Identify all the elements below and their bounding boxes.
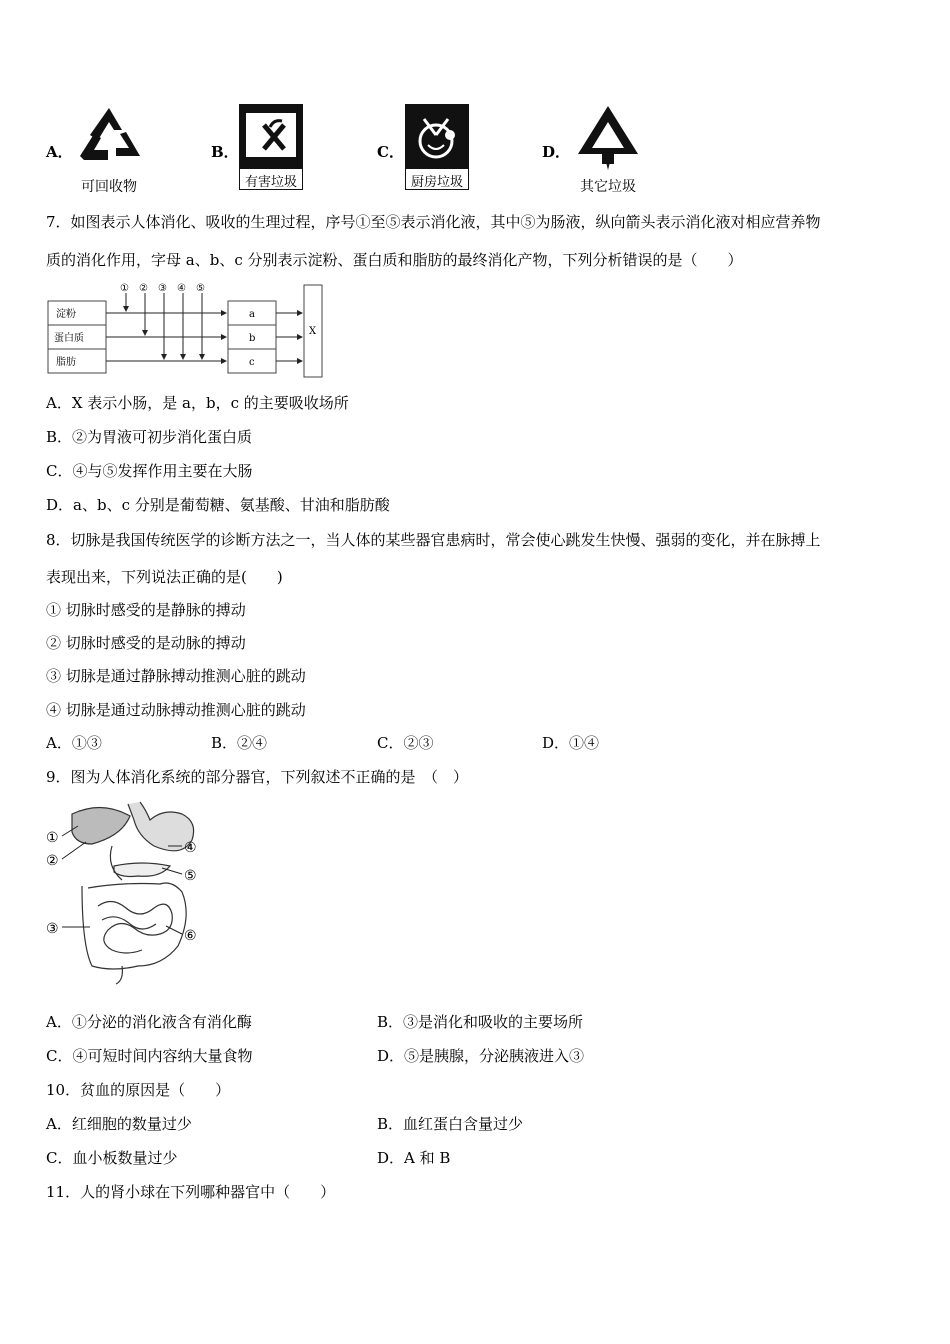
q8-option-a[interactable]: A．①③ bbox=[46, 734, 102, 752]
q7-stem-line2: 质的消化作用，字母 a、b、c 分别表示淀粉、蛋白质和脂肪的最终消化产物，下列分析错误的是（ ） bbox=[46, 251, 743, 269]
q6-option-a-letter: A． bbox=[46, 143, 73, 161]
other-waste-icon bbox=[572, 102, 644, 172]
q6-option-d-letter: D． bbox=[542, 143, 571, 161]
q9-option-c[interactable]: C．④可短时间内容纳大量食物 bbox=[46, 1047, 253, 1065]
q7-option-d[interactable]: D．a、b、c 分别是葡萄糖、氨基酸、甘油和脂肪酸 bbox=[46, 496, 390, 514]
diagram-row-label: 蛋白质 bbox=[54, 333, 84, 344]
digestion-flow-diagram bbox=[46, 281, 326, 379]
digestion-flow-chart bbox=[46, 281, 326, 379]
q6-option-c-caption: 厨房垃圾 bbox=[410, 175, 463, 190]
q7-option-c[interactable]: C．④与⑤发挥作用主要在大肠 bbox=[46, 462, 253, 480]
organ-label-6: ⑥ bbox=[184, 928, 197, 944]
digestive-organs-illustration bbox=[42, 796, 212, 986]
q10-option-b[interactable]: B．血红蛋白含量过少 bbox=[377, 1115, 524, 1133]
q7-stem-line1: 7．如图表示人体消化、吸收的生理过程，序号①至⑤表示消化液，其中⑤为肠液，纵向箭头表示消化液对相应营养物 bbox=[46, 213, 821, 231]
q6-option-b[interactable] bbox=[239, 104, 303, 190]
kitchen-waste-icon bbox=[406, 105, 468, 169]
q9-stem: 9．图为人体消化系统的部分器官，下列叙述不正确的是 （ ） bbox=[46, 768, 469, 786]
q8-statement-1: ① 切脉时感受的是静脉的搏动 bbox=[46, 601, 246, 619]
digestive-system-diagram bbox=[42, 796, 212, 986]
q6-option-b-caption: 有害垃圾 bbox=[244, 175, 297, 190]
q8-stem-line2: 表现出来，下列说法正确的是( ) bbox=[46, 568, 283, 586]
organ-label-5: ⑤ bbox=[184, 868, 197, 884]
q6-option-a[interactable] bbox=[74, 104, 144, 194]
q8-option-c[interactable]: C．②③ bbox=[377, 734, 434, 752]
q8-statement-4: ④ 切脉是通过动脉搏动推测心脏的跳动 bbox=[46, 701, 306, 719]
q6-option-c[interactable] bbox=[405, 104, 469, 190]
q10-option-c[interactable]: C．血小板数量过少 bbox=[46, 1149, 178, 1167]
organ-label-2: ② bbox=[46, 853, 59, 869]
q6-option-a-caption: 可回收物 bbox=[81, 179, 137, 195]
q9-option-d[interactable]: D．⑤是胰腺，分泌胰液进入③ bbox=[377, 1047, 585, 1065]
q6-option-b-letter: B． bbox=[211, 143, 239, 161]
organ-label-3: ③ bbox=[46, 921, 59, 937]
diagram-product-label: c bbox=[249, 357, 255, 368]
q8-stem-line1: 8．切脉是我国传统医学的诊断方法之一，当人体的某些器官患病时，常会使心跳发生快慢、强弱的变化，并在脉搏上 bbox=[46, 531, 821, 549]
diagram-number: ⑤ bbox=[196, 283, 205, 294]
organ-label-1: ① bbox=[46, 830, 59, 846]
q10-option-d[interactable]: D．A 和 B bbox=[377, 1149, 451, 1167]
q8-option-b[interactable]: B．②④ bbox=[211, 734, 268, 752]
q8-statement-2: ② 切脉时感受的是动脉的搏动 bbox=[46, 634, 246, 652]
q11-stem: 11．人的肾小球在下列哪种器官中（ ） bbox=[46, 1183, 336, 1201]
diagram-product-label: a bbox=[249, 309, 255, 320]
diagram-number: ④ bbox=[177, 283, 186, 294]
q10-stem: 10．贫血的原因是（ ） bbox=[46, 1081, 231, 1099]
q9-option-b[interactable]: B．③是消化和吸收的主要场所 bbox=[377, 1013, 584, 1031]
diagram-number: ② bbox=[139, 283, 148, 294]
q7-option-a[interactable]: A．X 表示小肠，是 a，b，c 的主要吸收场所 bbox=[46, 394, 349, 412]
diagram-product-label: b bbox=[249, 333, 256, 344]
diagram-number: ① bbox=[120, 283, 129, 294]
hazardous-waste-icon bbox=[240, 105, 302, 169]
q8-option-d[interactable]: D．①④ bbox=[542, 734, 600, 752]
q7-option-b[interactable]: B．②为胃液可初步消化蛋白质 bbox=[46, 428, 253, 446]
q8-statement-3: ③ 切脉是通过静脉搏动推测心脏的跳动 bbox=[46, 667, 306, 685]
q6-option-c-letter: C． bbox=[377, 143, 404, 161]
diagram-number: ③ bbox=[158, 283, 167, 294]
q10-option-a[interactable]: A．红细胞的数量过少 bbox=[46, 1115, 192, 1133]
diagram-row-label: 淀粉 bbox=[56, 309, 76, 320]
organ-label-4: ④ bbox=[184, 840, 197, 856]
q6-option-d-caption: 其它垃圾 bbox=[580, 179, 636, 195]
recycle-icon bbox=[74, 104, 144, 168]
diagram-x-label: X bbox=[309, 326, 317, 337]
q6-option-d[interactable] bbox=[572, 102, 644, 195]
q9-option-a[interactable]: A．①分泌的消化液含有消化酶 bbox=[46, 1013, 252, 1031]
diagram-row-label: 脂肪 bbox=[56, 357, 76, 368]
